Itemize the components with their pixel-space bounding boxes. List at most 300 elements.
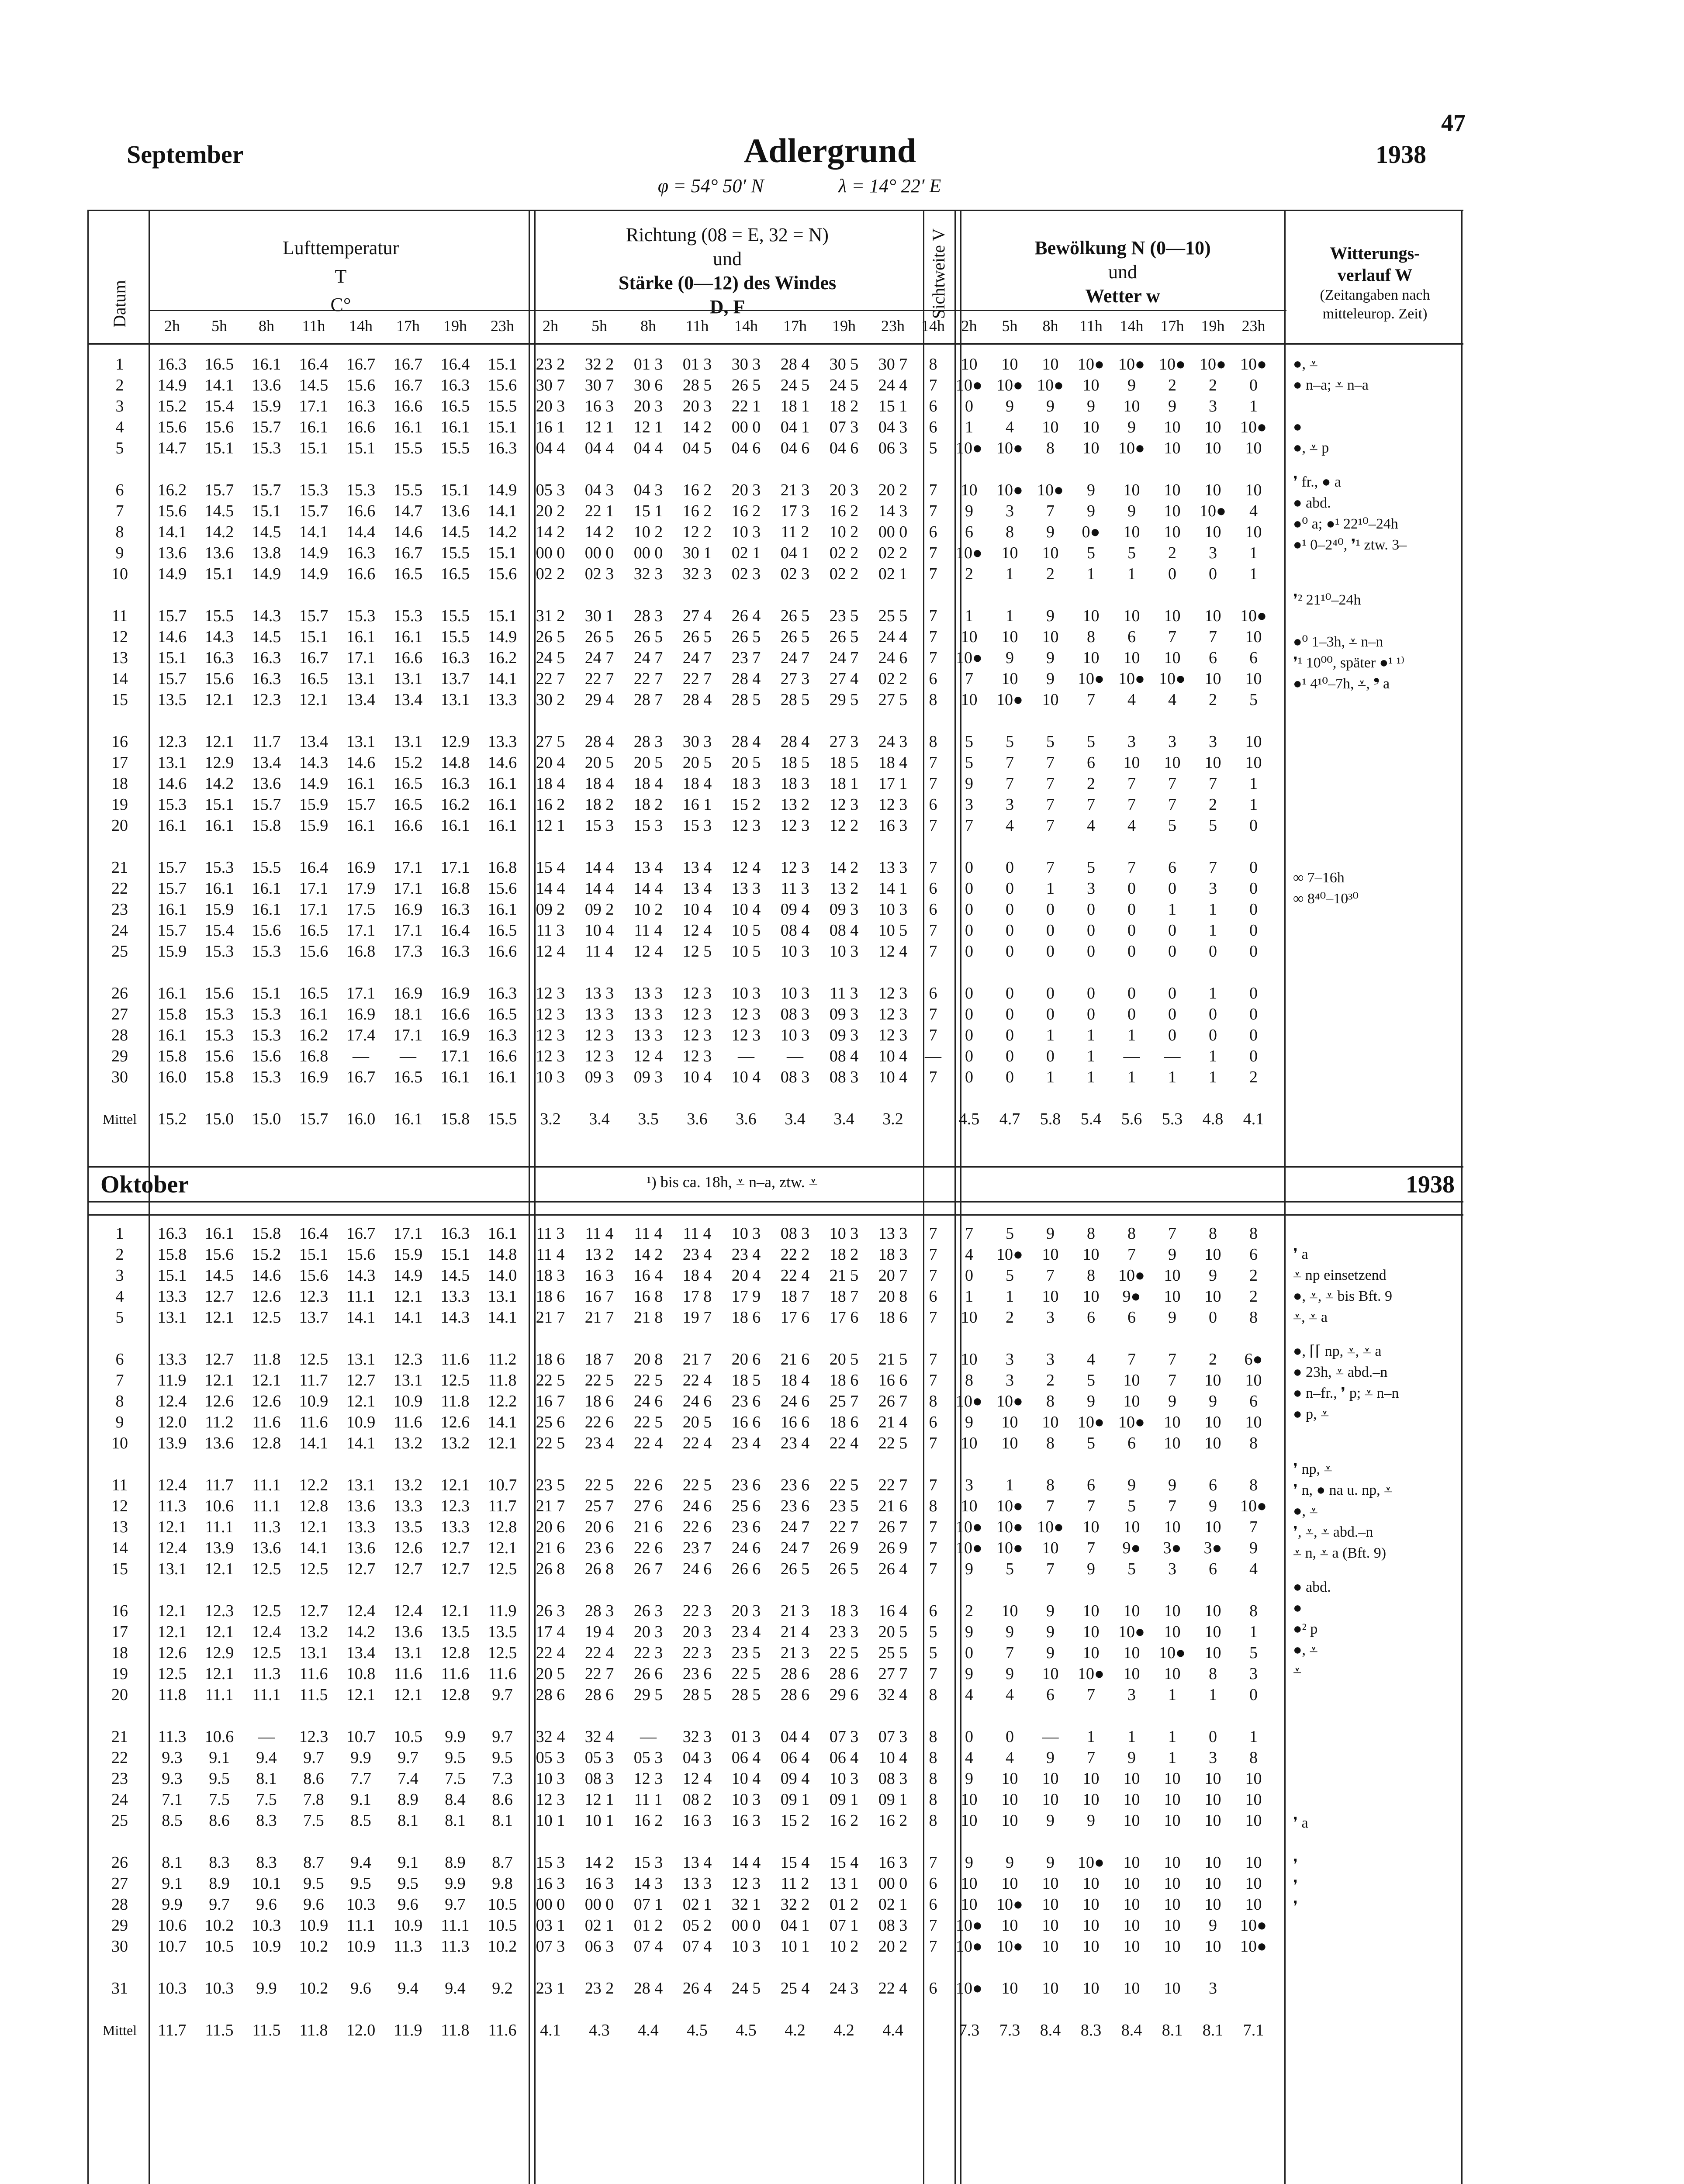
value-cell: 18 2 xyxy=(633,795,663,814)
cloud-line3: Wetter w xyxy=(1085,285,1160,307)
row-gap xyxy=(91,1705,1274,1726)
value-cell: 10 xyxy=(1204,1413,1221,1431)
value-cell: 15.3 xyxy=(252,1005,281,1023)
table-row xyxy=(91,626,1274,647)
value-cell: 17.1 xyxy=(440,1047,470,1065)
value-cell: 10 xyxy=(961,481,978,499)
value-cell: 12.5 xyxy=(488,1560,517,1578)
value-cell: 09 4 xyxy=(780,1769,810,1788)
value-cell: 14 1 xyxy=(878,879,908,898)
value-cell: 16.3 xyxy=(440,942,470,961)
value-cell: 8.9 xyxy=(398,1790,418,1809)
value-cell: 12 4 xyxy=(731,858,761,877)
value-cell: 25 6 xyxy=(536,1413,565,1431)
value-cell: 7 xyxy=(929,774,937,793)
value-cell: 28 5 xyxy=(731,691,761,709)
value-cell: 9.4 xyxy=(350,1853,371,1872)
value-cell: 12.3 xyxy=(252,691,281,709)
value-cell: 13.6 xyxy=(204,544,234,562)
value-cell: 7.5 xyxy=(209,1790,230,1809)
value-cell: 13.3 xyxy=(488,691,517,709)
value-cell: 13 3 xyxy=(584,984,614,1002)
value-cell: 10 3 xyxy=(780,1026,810,1044)
value-cell: 10 xyxy=(1123,523,1140,541)
value-cell: 10 xyxy=(1042,544,1059,562)
value-cell: 18 3 xyxy=(731,774,761,793)
value-cell: 14.5 xyxy=(204,502,234,520)
value-cell: 10.5 xyxy=(488,1916,517,1935)
hour-label: 8h xyxy=(259,317,274,335)
value-cell: 21 6 xyxy=(536,1539,565,1557)
value-cell: 07 4 xyxy=(682,1937,712,1956)
value-cell: 10● xyxy=(956,1916,982,1935)
value-cell: 12 3 xyxy=(731,1005,761,1023)
mean-cell: 11.6 xyxy=(488,2021,517,2039)
value-cell: 0 xyxy=(1006,879,1014,898)
value-cell: 12.1 xyxy=(440,1476,470,1494)
value-cell: 32 1 xyxy=(731,1895,761,1914)
value-cell: 27 4 xyxy=(829,670,859,688)
table-row xyxy=(91,794,1274,815)
value-cell: 9.5 xyxy=(209,1769,230,1788)
value-cell: 12 1 xyxy=(584,418,614,436)
value-cell: 7 xyxy=(1087,1539,1095,1557)
weather-line1: Witterungs- xyxy=(1330,243,1420,263)
value-cell: 16.1 xyxy=(393,628,423,646)
value-cell: 0 xyxy=(1127,921,1136,940)
value-cell: 10 xyxy=(961,355,978,373)
value-cell: 2 xyxy=(1209,691,1217,709)
value-cell: 10 xyxy=(1082,1518,1100,1536)
value-cell: 26 6 xyxy=(633,1665,663,1683)
value-cell: 15.1 xyxy=(488,418,517,436)
value-cell: 1 xyxy=(1249,397,1258,415)
value-cell: 0 xyxy=(1249,1005,1258,1023)
value-cell: 10.7 xyxy=(157,1937,187,1956)
value-cell: 21 7 xyxy=(682,1350,712,1368)
value-cell: 16.1 xyxy=(204,879,234,898)
value-cell: 11.1 xyxy=(441,1916,470,1935)
value-cell: 16.2 xyxy=(157,481,187,499)
value-cell: 16.5 xyxy=(440,397,470,415)
value-cell: 13.3 xyxy=(157,1287,187,1306)
row-gap xyxy=(91,1328,1274,1349)
value-cell: 21 4 xyxy=(878,1413,908,1431)
value-cell: 30 5 xyxy=(829,355,859,373)
value-cell: 10 xyxy=(1204,1623,1221,1641)
value-cell: 7.5 xyxy=(303,1811,324,1830)
value-cell: 13.3 xyxy=(440,1518,470,1536)
value-cell: 5 xyxy=(1006,1224,1014,1243)
weather-note xyxy=(1293,1695,1399,1716)
value-cell: 7 xyxy=(1168,795,1176,814)
value-cell: 20 5 xyxy=(633,753,663,772)
value-cell: 7 xyxy=(1168,628,1176,646)
value-cell: 16 2 xyxy=(633,1811,663,1830)
value-cell: 14.9 xyxy=(157,376,187,394)
value-cell: 15.7 xyxy=(252,418,281,436)
value-cell: 26 6 xyxy=(731,1560,761,1578)
value-cell: 0 xyxy=(1006,1068,1014,1086)
value-cell: 18 6 xyxy=(829,1413,859,1431)
table-row xyxy=(91,668,1274,689)
value-cell: 15.9 xyxy=(299,816,329,835)
value-cell: 12.7 xyxy=(204,1287,234,1306)
value-cell: 12.1 xyxy=(299,691,329,709)
hour-label: 11h xyxy=(685,317,709,335)
value-cell: 10 xyxy=(1001,1434,1018,1452)
value-cell: 25 5 xyxy=(878,1644,908,1662)
hour-label: 17h xyxy=(1160,317,1184,335)
value-cell: 10 xyxy=(1123,1895,1140,1914)
value-cell: 1 xyxy=(1046,1068,1055,1086)
value-cell: 18 2 xyxy=(584,795,614,814)
date-cell: 19 xyxy=(111,795,128,814)
value-cell: 16.6 xyxy=(393,649,423,667)
value-cell: 16 2 xyxy=(878,1811,908,1830)
value-cell: 10 xyxy=(1123,397,1140,415)
table-row xyxy=(91,1538,1274,1559)
value-cell: 22 6 xyxy=(633,1476,663,1494)
value-cell: 9● xyxy=(1122,1539,1141,1557)
value-cell: 8 xyxy=(929,1392,937,1410)
value-cell: 7 xyxy=(929,1026,937,1044)
value-cell: 16.1 xyxy=(157,1026,187,1044)
value-cell: 22 4 xyxy=(780,1266,810,1285)
value-cell: 10 xyxy=(1245,523,1262,541)
date-cell: 4 xyxy=(115,1287,124,1306)
value-cell: 18 4 xyxy=(682,1266,712,1285)
value-cell: 7 xyxy=(1087,1497,1095,1515)
value-cell: 4 xyxy=(1006,1686,1014,1704)
value-cell: 0 xyxy=(1249,900,1258,919)
value-cell: 20 3 xyxy=(633,397,663,415)
table-row xyxy=(91,1559,1274,1579)
value-cell: 13 3 xyxy=(731,879,761,898)
table-row xyxy=(91,983,1274,1004)
value-cell: 10.2 xyxy=(299,1979,329,1997)
value-cell: 0 xyxy=(1046,984,1055,1002)
value-cell: 7 xyxy=(929,753,937,772)
value-cell: 10 xyxy=(1245,1853,1262,1872)
value-cell: 28 3 xyxy=(584,1602,614,1620)
value-cell: 12 3 xyxy=(633,1769,663,1788)
value-cell: 22 3 xyxy=(682,1644,712,1662)
value-cell: 11.6 xyxy=(441,1350,470,1368)
value-cell: 10 xyxy=(1164,1434,1181,1452)
value-cell: 0 xyxy=(1249,1026,1258,1044)
value-cell: 15 3 xyxy=(682,816,712,835)
mean-cell: 3.6 xyxy=(736,1110,757,1128)
value-cell: 16.1 xyxy=(299,1005,329,1023)
value-cell: 10 xyxy=(961,1874,978,1893)
table-row xyxy=(91,731,1274,752)
hour-label: 2h xyxy=(961,317,977,335)
value-cell: 8 xyxy=(929,1497,937,1515)
value-cell: 15.8 xyxy=(157,1005,187,1023)
date-cell: 31 xyxy=(111,1979,128,1997)
row-gap xyxy=(91,1088,1274,1109)
value-cell: 5 xyxy=(965,753,973,772)
rule-right xyxy=(1461,210,1463,2184)
mean-cell: 4.8 xyxy=(1202,1110,1224,1128)
value-cell: 1 xyxy=(1168,1068,1176,1086)
value-cell: 19 4 xyxy=(584,1623,614,1641)
value-cell: 5 xyxy=(1087,544,1095,562)
value-cell: 15.6 xyxy=(346,1245,376,1264)
value-cell: 25 7 xyxy=(829,1392,859,1410)
value-cell: 00 0 xyxy=(878,1874,908,1893)
value-cell: 24 7 xyxy=(633,649,663,667)
value-cell: 14.1 xyxy=(157,523,187,541)
value-cell: 11.3 xyxy=(252,1665,281,1683)
value-cell: 10 3 xyxy=(829,1769,859,1788)
value-cell: 16.1 xyxy=(346,816,376,835)
table-row xyxy=(91,773,1274,794)
value-cell: 6 xyxy=(1127,628,1136,646)
value-cell: 7 xyxy=(1006,774,1014,793)
value-cell: 10 xyxy=(1164,1413,1181,1431)
value-cell: 9 xyxy=(1127,502,1136,520)
value-cell: 10.3 xyxy=(204,1979,234,1997)
value-cell: 15.3 xyxy=(252,942,281,961)
value-cell: 13.2 xyxy=(393,1476,423,1494)
value-cell: 11 4 xyxy=(585,1224,614,1243)
value-cell: 8 xyxy=(1249,1224,1258,1243)
value-cell: 14.1 xyxy=(488,1413,517,1431)
mean-cell: 15.2 xyxy=(157,1110,187,1128)
value-cell: 10 xyxy=(1123,1853,1140,1872)
row-gap xyxy=(1293,695,1407,708)
value-cell: 8 xyxy=(929,1749,937,1767)
value-cell: 14.5 xyxy=(440,1266,470,1285)
mean-cell: 4.2 xyxy=(785,2021,806,2039)
value-cell: 29 5 xyxy=(829,691,859,709)
value-cell: 24 3 xyxy=(878,733,908,751)
hour-label: 19h xyxy=(832,317,856,335)
hour-label: 23h xyxy=(491,317,514,335)
mean-row xyxy=(91,1109,1274,1130)
value-cell: 11.1 xyxy=(346,1287,375,1306)
value-cell: 04 4 xyxy=(584,439,614,457)
value-cell: 24 6 xyxy=(780,1392,810,1410)
value-cell: 11.3 xyxy=(252,1518,281,1536)
value-cell: 10 1 xyxy=(584,1811,614,1830)
value-cell: 22 7 xyxy=(536,670,565,688)
value-cell: 23 4 xyxy=(731,1245,761,1264)
value-cell: 10 xyxy=(1164,502,1181,520)
value-cell: 10● xyxy=(956,376,982,394)
value-cell: 10● xyxy=(1037,481,1064,499)
value-cell: 3 xyxy=(1209,879,1217,898)
value-cell: 10 xyxy=(1042,691,1059,709)
value-cell: 0 xyxy=(965,1068,973,1086)
value-cell: 04 4 xyxy=(633,439,663,457)
value-cell: 29 6 xyxy=(829,1686,859,1704)
value-cell: 05 3 xyxy=(633,1749,663,1767)
value-cell: 10 5 xyxy=(731,942,761,961)
value-cell: 23 1 xyxy=(536,1979,565,1997)
value-cell: 15.9 xyxy=(204,900,234,919)
value-cell: 18 4 xyxy=(633,774,663,793)
value-cell: 15 2 xyxy=(731,795,761,814)
value-cell: 7 xyxy=(1046,774,1055,793)
table-row xyxy=(91,1726,1274,1747)
value-cell: 7 xyxy=(1046,1560,1055,1578)
value-cell: 1 xyxy=(1127,565,1136,583)
value-cell: 16.3 xyxy=(488,1026,517,1044)
value-cell: 16.8 xyxy=(440,879,470,898)
value-cell: 04 4 xyxy=(780,1728,810,1746)
value-cell: 02 2 xyxy=(878,670,908,688)
value-cell: 12.1 xyxy=(204,733,234,751)
value-cell: 0 xyxy=(965,900,973,919)
value-cell: 27 5 xyxy=(536,733,565,751)
value-cell: 1 xyxy=(1209,1686,1217,1704)
value-cell: 12.1 xyxy=(204,1371,234,1389)
value-cell: 0 xyxy=(1209,1026,1217,1044)
value-cell: 11.6 xyxy=(394,1665,422,1683)
rule-oct-top xyxy=(87,1201,1463,1203)
value-cell: 11.6 xyxy=(441,1665,470,1683)
value-cell: 15.5 xyxy=(393,439,423,457)
value-cell: 14 2 xyxy=(584,523,614,541)
value-cell: 02 3 xyxy=(584,565,614,583)
value-cell: 15.6 xyxy=(488,565,517,583)
value-cell: 16.6 xyxy=(346,418,376,436)
value-cell: 13 4 xyxy=(682,1853,712,1872)
value-cell: 7 xyxy=(1127,774,1136,793)
value-cell: 18 4 xyxy=(878,753,908,772)
value-cell: 07 4 xyxy=(633,1937,663,1956)
value-cell: 7 xyxy=(929,376,937,394)
value-cell: 16.4 xyxy=(440,355,470,373)
value-cell: 15.6 xyxy=(299,1266,329,1285)
value-cell: 1 xyxy=(1127,1068,1136,1086)
value-cell: 23 2 xyxy=(584,1979,614,1997)
value-cell: 16 2 xyxy=(829,1811,859,1830)
value-cell: 00 0 xyxy=(878,523,908,541)
value-cell: 16 6 xyxy=(731,1413,761,1431)
value-cell: 12.1 xyxy=(393,1686,423,1704)
value-cell: 0 xyxy=(1006,921,1014,940)
temp-title: Lufttemperatur xyxy=(282,237,399,259)
value-cell: 10 xyxy=(1123,1665,1140,1683)
value-cell: 21 6 xyxy=(780,1350,810,1368)
value-cell: 26 5 xyxy=(780,607,810,625)
value-cell: 10 xyxy=(1164,1623,1181,1641)
value-cell: 10 3 xyxy=(731,1224,761,1243)
value-cell: 09 3 xyxy=(633,1068,663,1086)
value-cell: 15.2 xyxy=(393,753,423,772)
value-cell: 22 5 xyxy=(682,1476,712,1494)
value-cell: 10 xyxy=(1001,628,1018,646)
value-cell: 10 xyxy=(1245,1769,1262,1788)
mean-cell: 8.4 xyxy=(1121,2021,1142,2039)
value-cell: 16.1 xyxy=(488,1224,517,1243)
value-cell: 7 xyxy=(929,1224,937,1243)
table-row xyxy=(91,1286,1274,1307)
value-cell: 02 2 xyxy=(829,544,859,562)
value-cell: 8 xyxy=(1006,523,1014,541)
value-cell: 0 xyxy=(1006,1026,1014,1044)
value-cell: 7 xyxy=(929,565,937,583)
value-cell: 20 3 xyxy=(682,1623,712,1641)
value-cell: 17.4 xyxy=(346,1026,376,1044)
value-cell: 30 3 xyxy=(731,355,761,373)
date-cell: 30 xyxy=(111,1937,128,1956)
value-cell: 14 4 xyxy=(584,879,614,898)
weather-note: ● abd. xyxy=(1293,495,1331,511)
value-cell: 14.2 xyxy=(346,1623,376,1641)
weather-note: ● n–fr., ❜ p; ⩡ n–n xyxy=(1293,1385,1399,1401)
value-cell: 02 2 xyxy=(536,565,565,583)
value-cell: 14.9 xyxy=(299,544,329,562)
value-cell: 11.7 xyxy=(252,733,281,751)
value-cell: 0 xyxy=(1087,921,1095,940)
value-cell: 14 3 xyxy=(633,1874,663,1893)
value-cell: 8.1 xyxy=(256,1769,277,1788)
value-cell: 10● xyxy=(996,691,1023,709)
value-cell: 21 4 xyxy=(780,1623,810,1641)
value-cell: 16.9 xyxy=(346,858,376,877)
value-cell: 14.7 xyxy=(393,502,423,520)
value-cell: 0 xyxy=(1168,942,1176,961)
value-cell: 7 xyxy=(929,481,937,499)
value-cell: 15.6 xyxy=(488,376,517,394)
weather-note xyxy=(1293,1027,1407,1048)
value-cell: 6 xyxy=(929,1413,937,1431)
date-cell: 14 xyxy=(111,670,128,688)
value-cell: 11 3 xyxy=(830,984,858,1002)
hour-label: 11h xyxy=(1079,317,1103,335)
value-cell: 10● xyxy=(996,1392,1023,1410)
date-cell: 15 xyxy=(111,1560,128,1578)
value-cell: 9 xyxy=(1046,1811,1055,1830)
mean-cell: 4.3 xyxy=(589,2021,610,2039)
value-cell: 26 8 xyxy=(536,1560,565,1578)
value-cell: 12 3 xyxy=(584,1047,614,1065)
value-cell: 10 4 xyxy=(878,1749,908,1767)
weather-note: ❜ n, ● na u. np, ⩡ xyxy=(1293,1482,1393,1498)
value-cell: 20 2 xyxy=(878,481,908,499)
value-cell: 10● xyxy=(1078,355,1104,373)
value-cell: 10.6 xyxy=(204,1497,234,1515)
value-cell: 10● xyxy=(996,376,1023,394)
value-cell: 7 xyxy=(1127,858,1136,877)
value-cell: 27 4 xyxy=(682,607,712,625)
value-cell: 10 xyxy=(1204,1874,1221,1893)
date-cell: 20 xyxy=(111,816,128,835)
value-cell: 11.6 xyxy=(299,1413,328,1431)
value-cell: 9.4 xyxy=(256,1749,277,1767)
value-cell: 07 3 xyxy=(878,1728,908,1746)
value-cell: 10 xyxy=(1245,439,1262,457)
value-cell: 20 8 xyxy=(633,1350,663,1368)
hour-label: 19h xyxy=(443,317,467,335)
value-cell: 14.6 xyxy=(252,1266,281,1285)
value-cell: 6 xyxy=(1127,1434,1136,1452)
value-cell: 16.6 xyxy=(488,942,517,961)
value-cell: 26 5 xyxy=(633,628,663,646)
value-cell: 16 3 xyxy=(682,1811,712,1830)
value-cell: 11.7 xyxy=(205,1476,234,1494)
value-cell: 10 xyxy=(1082,1602,1100,1620)
value-cell: 10.1 xyxy=(252,1874,281,1893)
value-cell: 9 xyxy=(1127,376,1136,394)
value-cell: 12.7 xyxy=(440,1560,470,1578)
value-cell: 10 xyxy=(1123,1371,1140,1389)
